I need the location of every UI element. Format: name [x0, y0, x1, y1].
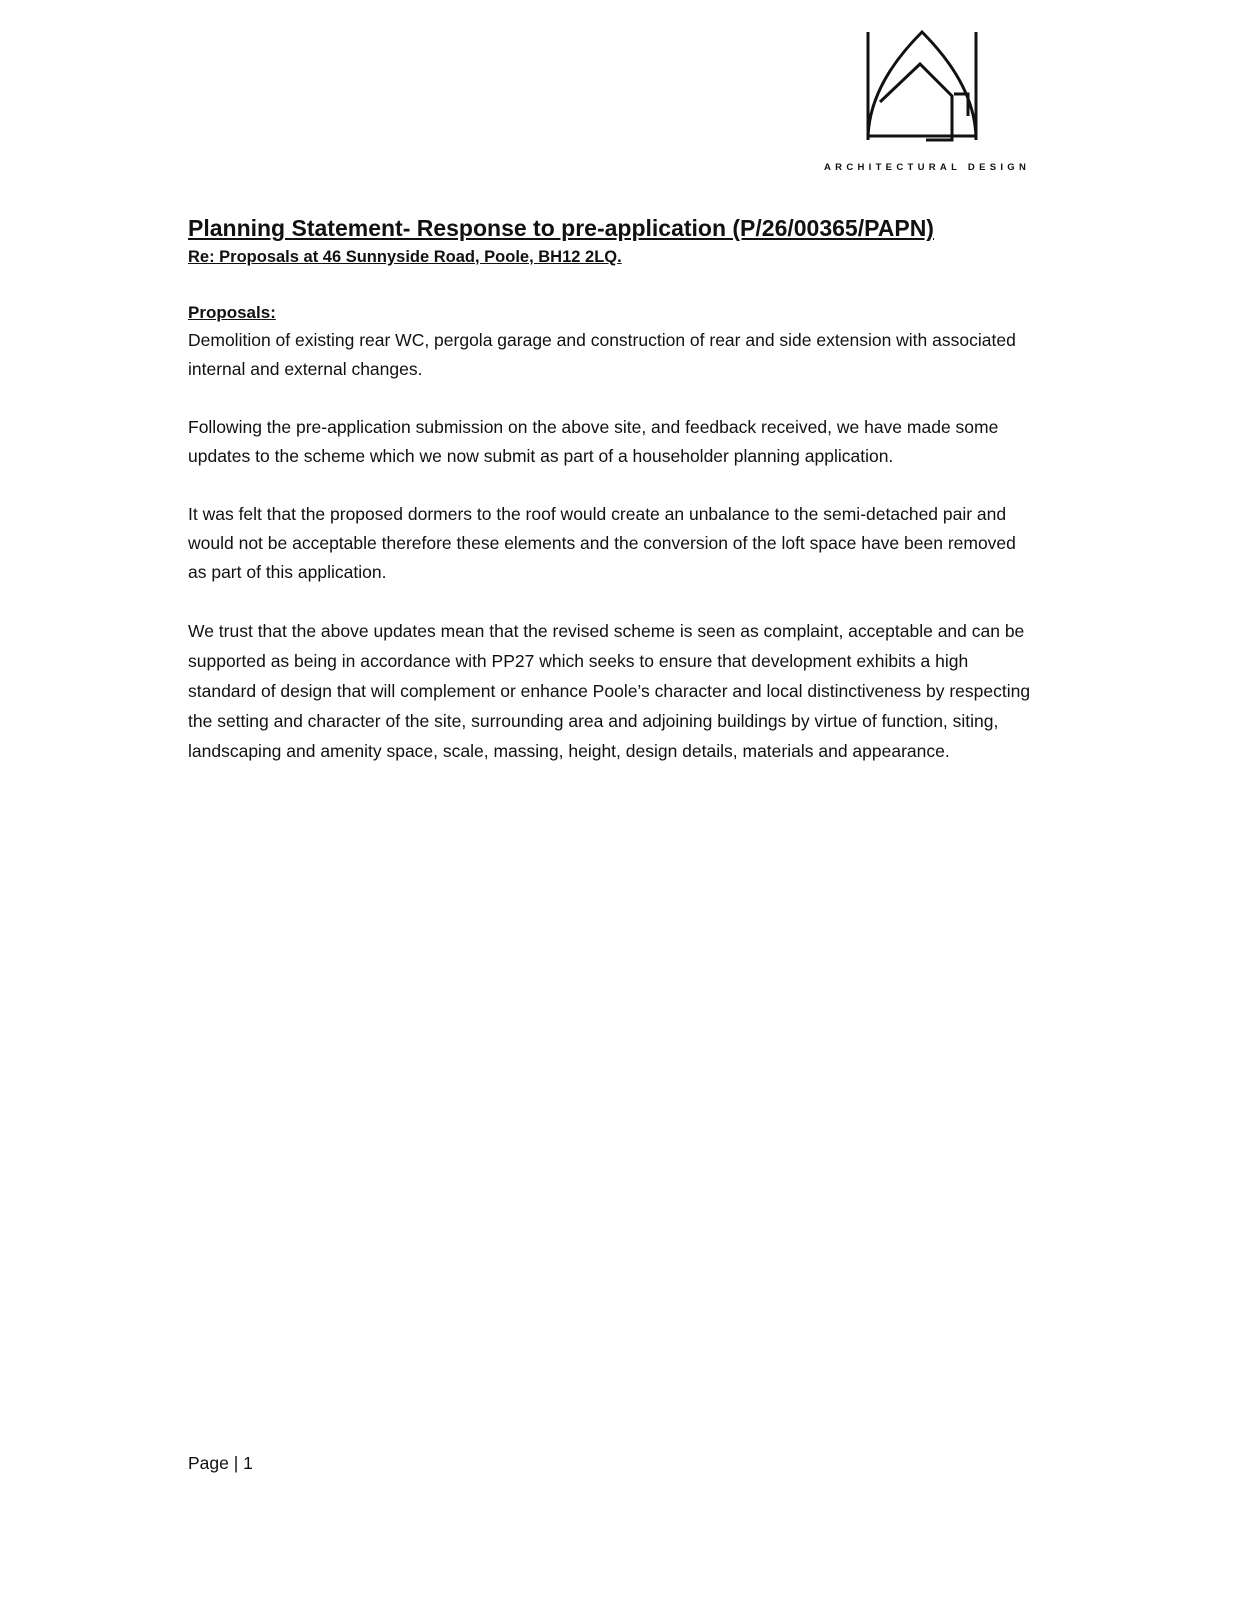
document-body: [188, 212, 1038, 766]
page-number: Page | 1: [188, 1453, 253, 1473]
document-subtitle: Re: Proposals at 46 Sunnyside Road, Poole, BH12 2LQ.: [188, 248, 622, 266]
paragraph-proposals: Demolition of existing rear WC, pergola garage and construction of rear and side extension with associated internal and external changes.: [188, 330, 1016, 379]
house-monogram-logo-icon: [864, 28, 988, 146]
paragraph-dormers: It was felt that the proposed dormers to the roof would create an unbalance to the semi-detached pair and would not be acceptable therefore these elements and the conversion of the loft space have been removed as part of this application.: [188, 504, 1016, 582]
paragraph-updates: Following the pre-application submission on the above site, and feedback received, we have made some updates to the scheme which we now submit as part of a householder planning application.: [188, 417, 999, 466]
logo-caption: ARCHITECTURAL DESIGN: [824, 162, 1031, 173]
paragraph-policy: We trust that the above updates mean that the revised scheme is seen as complaint, acceptable and can be supported as being in accordance with PP27 which seeks to ensure that development exhibits a high standard of design that will complement or enhance Poole’s character and local distinctiveness by respecting the setting and character of the site, surrounding area and adjoining buildings by virtue of function, siting, landscaping and amenity space, scale, massing, height, design details, materials and appearance.: [188, 621, 1031, 761]
document-title: Planning Statement- Response to pre-application (P/26/00365/PAPN): [188, 215, 934, 241]
company-logo: [824, 28, 1034, 180]
proposals-heading: Proposals:: [188, 303, 276, 322]
